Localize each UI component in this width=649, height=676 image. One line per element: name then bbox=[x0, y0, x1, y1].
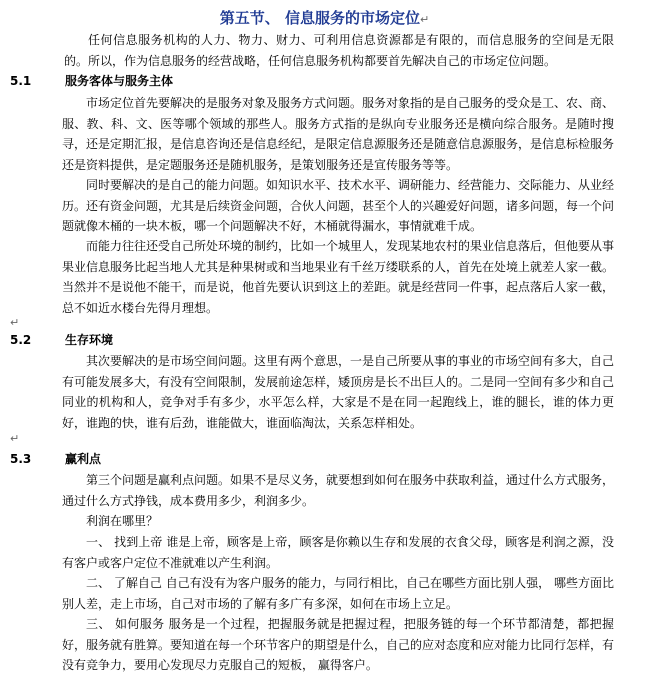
heading-text: 赢利点 bbox=[65, 452, 102, 466]
paragraph-mark-icon: ↵ bbox=[10, 432, 20, 445]
section-title-text: 第五节、 信息服务的市场定位 bbox=[219, 9, 420, 27]
paragraph-mark-icon: ↵ bbox=[420, 13, 430, 26]
paragraph-5-1-b: 同时要解决的是自己的能力问题。如知识水平、技术水平、调研能力、经营能力、交际能力、从业经历。还有资金问题，尤其是后续资金问题，合伙人问题，甚至个人的兴趣爱好问题，诸多问题，每一个问题就像木桶的一块木板，哪一个问题解决不好，木桶就得漏水，事情就难千成。 bbox=[62, 178, 615, 233]
paragraph-5-1-c: 而能力往往还受自己所处环境的制约，比如一个城里人，发现某地农村的果业信息落后，但他要从事果业信息服务比起当地人尤其是种果树或和当地果业有千丝万缕联系的人，首先在处境上就差人家一截。当然并不是说他不能干，而是说，他首先要认识到这上的差距。就是经营同一件事，起点落后人家一截，总不如近水楼台先得月理想。 bbox=[62, 239, 615, 315]
paragraph-5-3-a: 第三个问题是赢利点问题。如果不是尽义务，就要想到如何在服务中获取利益，通过什么方式服务， 通过什么方式挣钱，成本费用多少，利润多少。 bbox=[62, 473, 615, 508]
paragraph-5-3-c: 一、 找到上帝 谁是上帝，顾客是上帝，顾客是你赖以生存和发展的衣食父母，顾客是利润之源，没有客户或客户定位不准就难以产生利润。 bbox=[62, 535, 614, 570]
heading-number: 5.2 bbox=[10, 333, 32, 347]
section-title bbox=[0, 8, 649, 30]
paragraph-5-3-d: 二、 了解自己 自己有没有为客户服务的能力，与同行相比，自己在哪些方面比别人强， 哪些方面比别人差，走上市场，自己对市场的了解有多广有多深，如何在市场上立足。 bbox=[62, 576, 614, 611]
heading-number: 5.1 bbox=[10, 74, 32, 88]
heading-text: 服务客体与服务主体 bbox=[65, 74, 174, 88]
paragraph-5-1-a: 市场定位首先要解决的是服务对象及服务方式问题。服务对象指的是自己服务的受众是工、农、商、服、教、科、文、医等哪个领域的那些人。服务方式指的是纵向专业服务还是横向综合服务。是随时搜寻，还是定期汇报，是信息咨询还是信息经纪，是限定信息源服务还是随意信息源服务，是信息标检服务还是资料提供，是定题服务还是随机服务，是策划服务还是宣传服务等等。 bbox=[62, 96, 615, 172]
paragraph-5-3-b: 利润在哪里？ bbox=[86, 514, 159, 528]
paragraph-mark-icon: ↵ bbox=[10, 316, 20, 329]
paragraph-5-2-a: 其次要解决的是市场空间问题。这里有两个意思，一是自己所要从事的事业的市场空间有多大，自己有可能发展多大，有没有空间限制，发展前途怎样，矮顶房是长不出巨人的。二是同一空间有多少和自己同业的机构和人，竞争对手有多少，水平怎么样，大家是不是在同一起跑线上，谁的腿长，谁的体力更好，谁跑的快，谁有后劲，谁能做大，谁面临淘汰，关系怎样相处。 bbox=[62, 354, 615, 430]
heading-number: 5.3 bbox=[10, 452, 32, 466]
heading-text: 生存环境 bbox=[65, 333, 114, 347]
paragraph-5-3-e: 三、 如何服务 服务是一个过程，把握服务就是把握过程，把服务链的每一个环节都清楚，都把握好，服务就有胜算。要知道在每一个环节客户的期望是什么，自己的应对态度和应对能力比同行怎样，有没有竞争力，要用心发现尽力克服自己的短板， 赢得客户。 bbox=[62, 617, 615, 672]
intro-paragraph: 任何信息服务机构的人力、物力、财力、可利用信息资源都是有限的，而信息服务的空间是无限的。所以，作为信息服务的经营战略，任何信息服务机构都要首先解决自己的市场定位问题。 bbox=[64, 33, 614, 68]
